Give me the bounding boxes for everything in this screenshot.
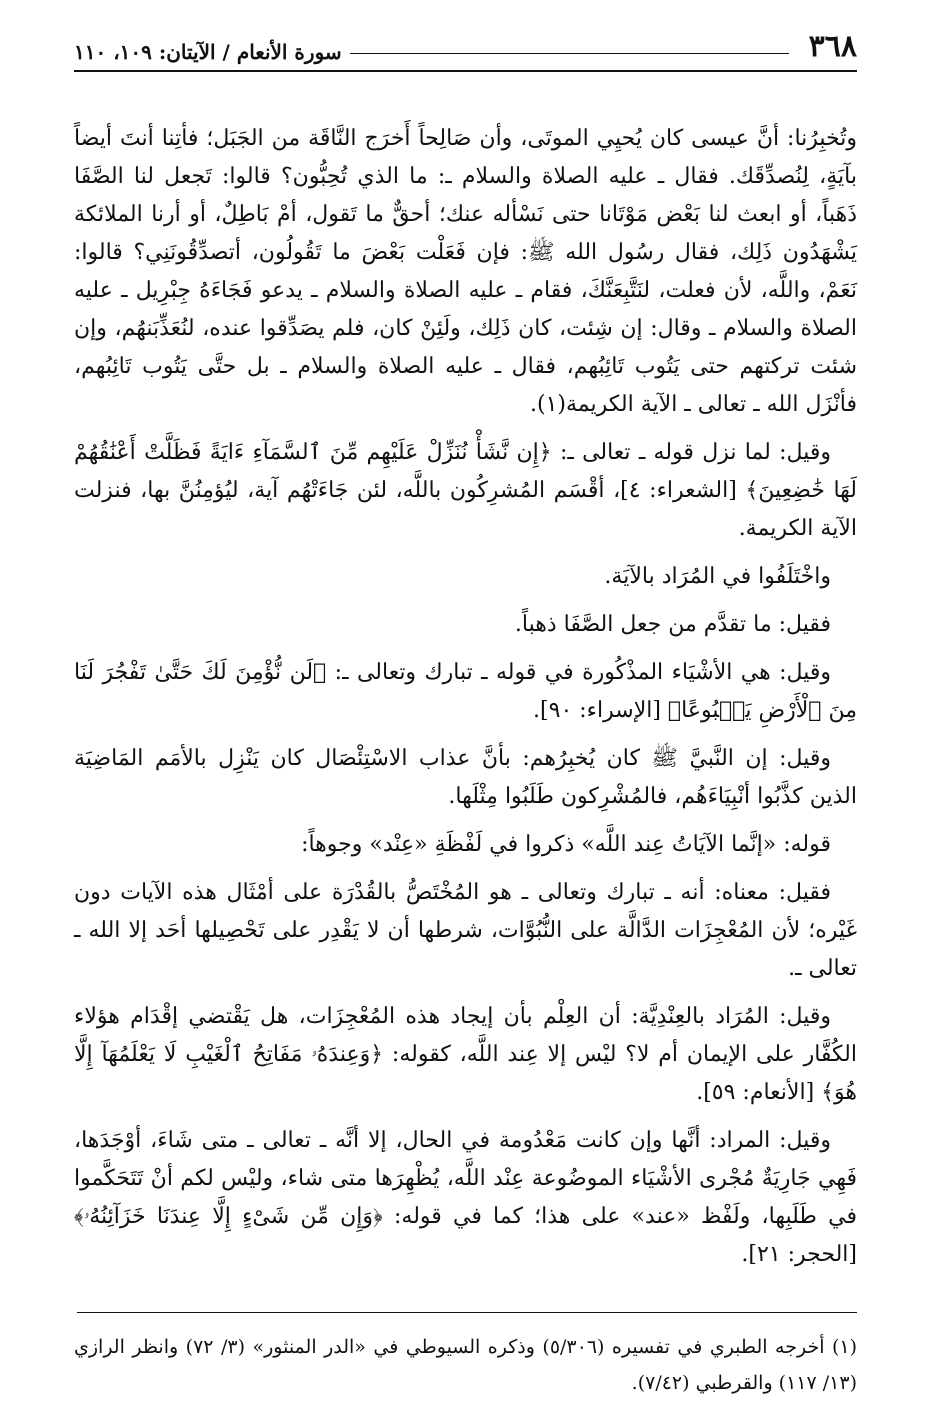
paragraph: وقيل: لما نزل قوله ـ تعالى ـ: ﴿إِن نَّشَأْ نُنَزِّلْ عَلَيْهِم مِّنَ ٱلسَّمَآءِ ءَايَةً فَظَلَّتْ أَعْنَٰقُهُمْ لَهَا خَٰضِعِينَ﴾ [الشعراء: ٤]، أقْسَم المُشرِكُون باللَّه، لئن جَاءَتْهُم آية، ليُؤمِنُنَّ بها، فنزلت الآية الكريمة. bbox=[74, 440, 857, 541]
paragraph: وتُخبِرُنا: أنَّ عيسى كان يُحيِي الموتَى، وأن صَالِحاً أَخرَج النَّاقَة من الجَبَل؛ فأتِنا أنتَ أيضاً بآيَةٍ، لِنُصدِّقَك. فقال ـ عليه الصلاة والسلام ـ: ما الذي تُحِبُّون؟ قالوا: تَجعل لنا الصَّفَا ذَهَباً، أو ابعث لنا بَعْض مَوْتَانا حتى نَسْأله عنك؛ أحقٌّ ما تَقول، أمْ بَاطِلٌ، أو أرنا الملائكة يَشْهَدُون ذَلِك، فقال رسُول الله ﷺ: فإن فَعَلْت بَعْضَ ما تَقُولُون، أتصدِّقُونَنِي؟ قالوا: نَعَمْ، واللَّه، لأن فعلت، لنَتَّبِعَنَّكَ، فقام ـ عليه الصلاة والسلام ـ يدعو فَجَاءَهُ جِبْرِيل ـ عليه الصلاة والسلام ـ وقال: إن شِئت، كان ذَلِك، ولَئِنْ كان، فلم يصَدِّقوا عنده، لنُعَذِّبَنهُم، وإن شئت تركتهم حتى يَتُوب تَائِبُهم، فقال ـ عليه الصلاة والسلام ـ بل حتَّى يَتُوب تَائِبُهم، فأنْزَل الله ـ تعالى ـ الآية الكريمة(١). bbox=[74, 126, 857, 417]
paragraph: وقيل: المُرَاد بالعِنْدِيَّة: أن العِلْم بأن إيجاد هذه المُعْجِزَات، هل يَقْتضي إقْدَام هؤلاء الكُفَّار على الإيمان أم لا؟ ليْس إلا عِند اللَّه، كقوله: ﴿وَعِندَهُۥ مَفَاتِحُ ٱلْغَيْبِ لَا يَعْلَمُهَآ إِلَّا هُوَ﴾ [الأنعام: ٥٩]. bbox=[74, 1004, 857, 1105]
paragraph: واخْتَلَفُوا في المُرَاد بالآيَة. bbox=[604, 564, 831, 589]
footnote-separator bbox=[77, 1312, 857, 1313]
footnote: (١) أخرجه الطبري في تفسيره (٥/٣٠٦) وذكره السيوطي في «الدر المنثور» (٣/ ٧٢) وانظر الرازي (١٣/ ١١٧) والقرطبي (٧/٤٢). bbox=[74, 1336, 858, 1394]
paragraph: وقيل: المراد: أنَّها وإن كانت مَعْدُومة في الحال، إلا أنَّه ـ تعالى ـ متى شَاءَ، أوْجَدَها، فَهِي جَارِيَةٌ مُجْرى الأشْيَاء الموضُوعة عِنْد اللَّه، يُظْهِرَها متى شاء، وليْس لكم أنْ تَتَحَكَّموا في طَلَبِها، ولَفْظ «عند» على هذا؛ كما في قوله: ﴿وَإِن مِّن شَىْءٍ إِلَّا عِندَنَا خَزَآئِنُهُۥ﴾ [الحجر: ٢١]. bbox=[74, 1128, 857, 1267]
paragraph: وقيل: هي الأشْيَاء المذْكُورة في قوله ـ تبارك وتعالى ـ: ﴿لَن نُّؤْمِنَ لَكَ حَتَّىٰ تَفْجُرَ لَنَا مِنَ ٱلْأَرْضِ يَنۢبُوعًا﴾ [الإسراء: ٩٠]. bbox=[74, 660, 857, 723]
main-text bbox=[74, 120, 857, 1274]
paragraph: فقيل: ما تقدَّم من جعل الصَّفَا ذهباً. bbox=[514, 612, 831, 637]
paragraph: قوله: «إنَّما الآيَاتُ عِند اللَّه» ذكروا في لَفْظَةِ «عِنْد» وجوهاً: bbox=[301, 832, 831, 857]
page-header bbox=[74, 24, 857, 72]
paragraph: فقيل: معناه: أنه ـ تبارك وتعالى ـ هو المُخْتَصُّ بالقُدْرَة على أمْثَال هذه الآيات دون غَيْره؛ لأن المُعْجِزَات الدَّالَّة على النُّبُوَّات، شرطها أن لا يَقْدِر على تَحْصِيلها أحَد إلا الله ـ تعالى ـ. bbox=[74, 880, 857, 981]
running-title: سورة الأنعام / الآيتان: ١٠٩، ١١٠ bbox=[74, 40, 342, 64]
page-number: ٣٦٨ bbox=[808, 29, 857, 64]
paragraph: وقيل: إن النَّبيَّ ﷺ كان يُخبِرُهم: بأنَّ عذاب الاسْتِئْصَال كان يَنْزِل بالأمَم المَاضِيَة الذين كذَّبُوا أنْبِيَاءَهُم، فالمُشْرِكون طَلَبُوا مِثْلَها. bbox=[74, 746, 857, 809]
header-rule bbox=[350, 53, 789, 54]
